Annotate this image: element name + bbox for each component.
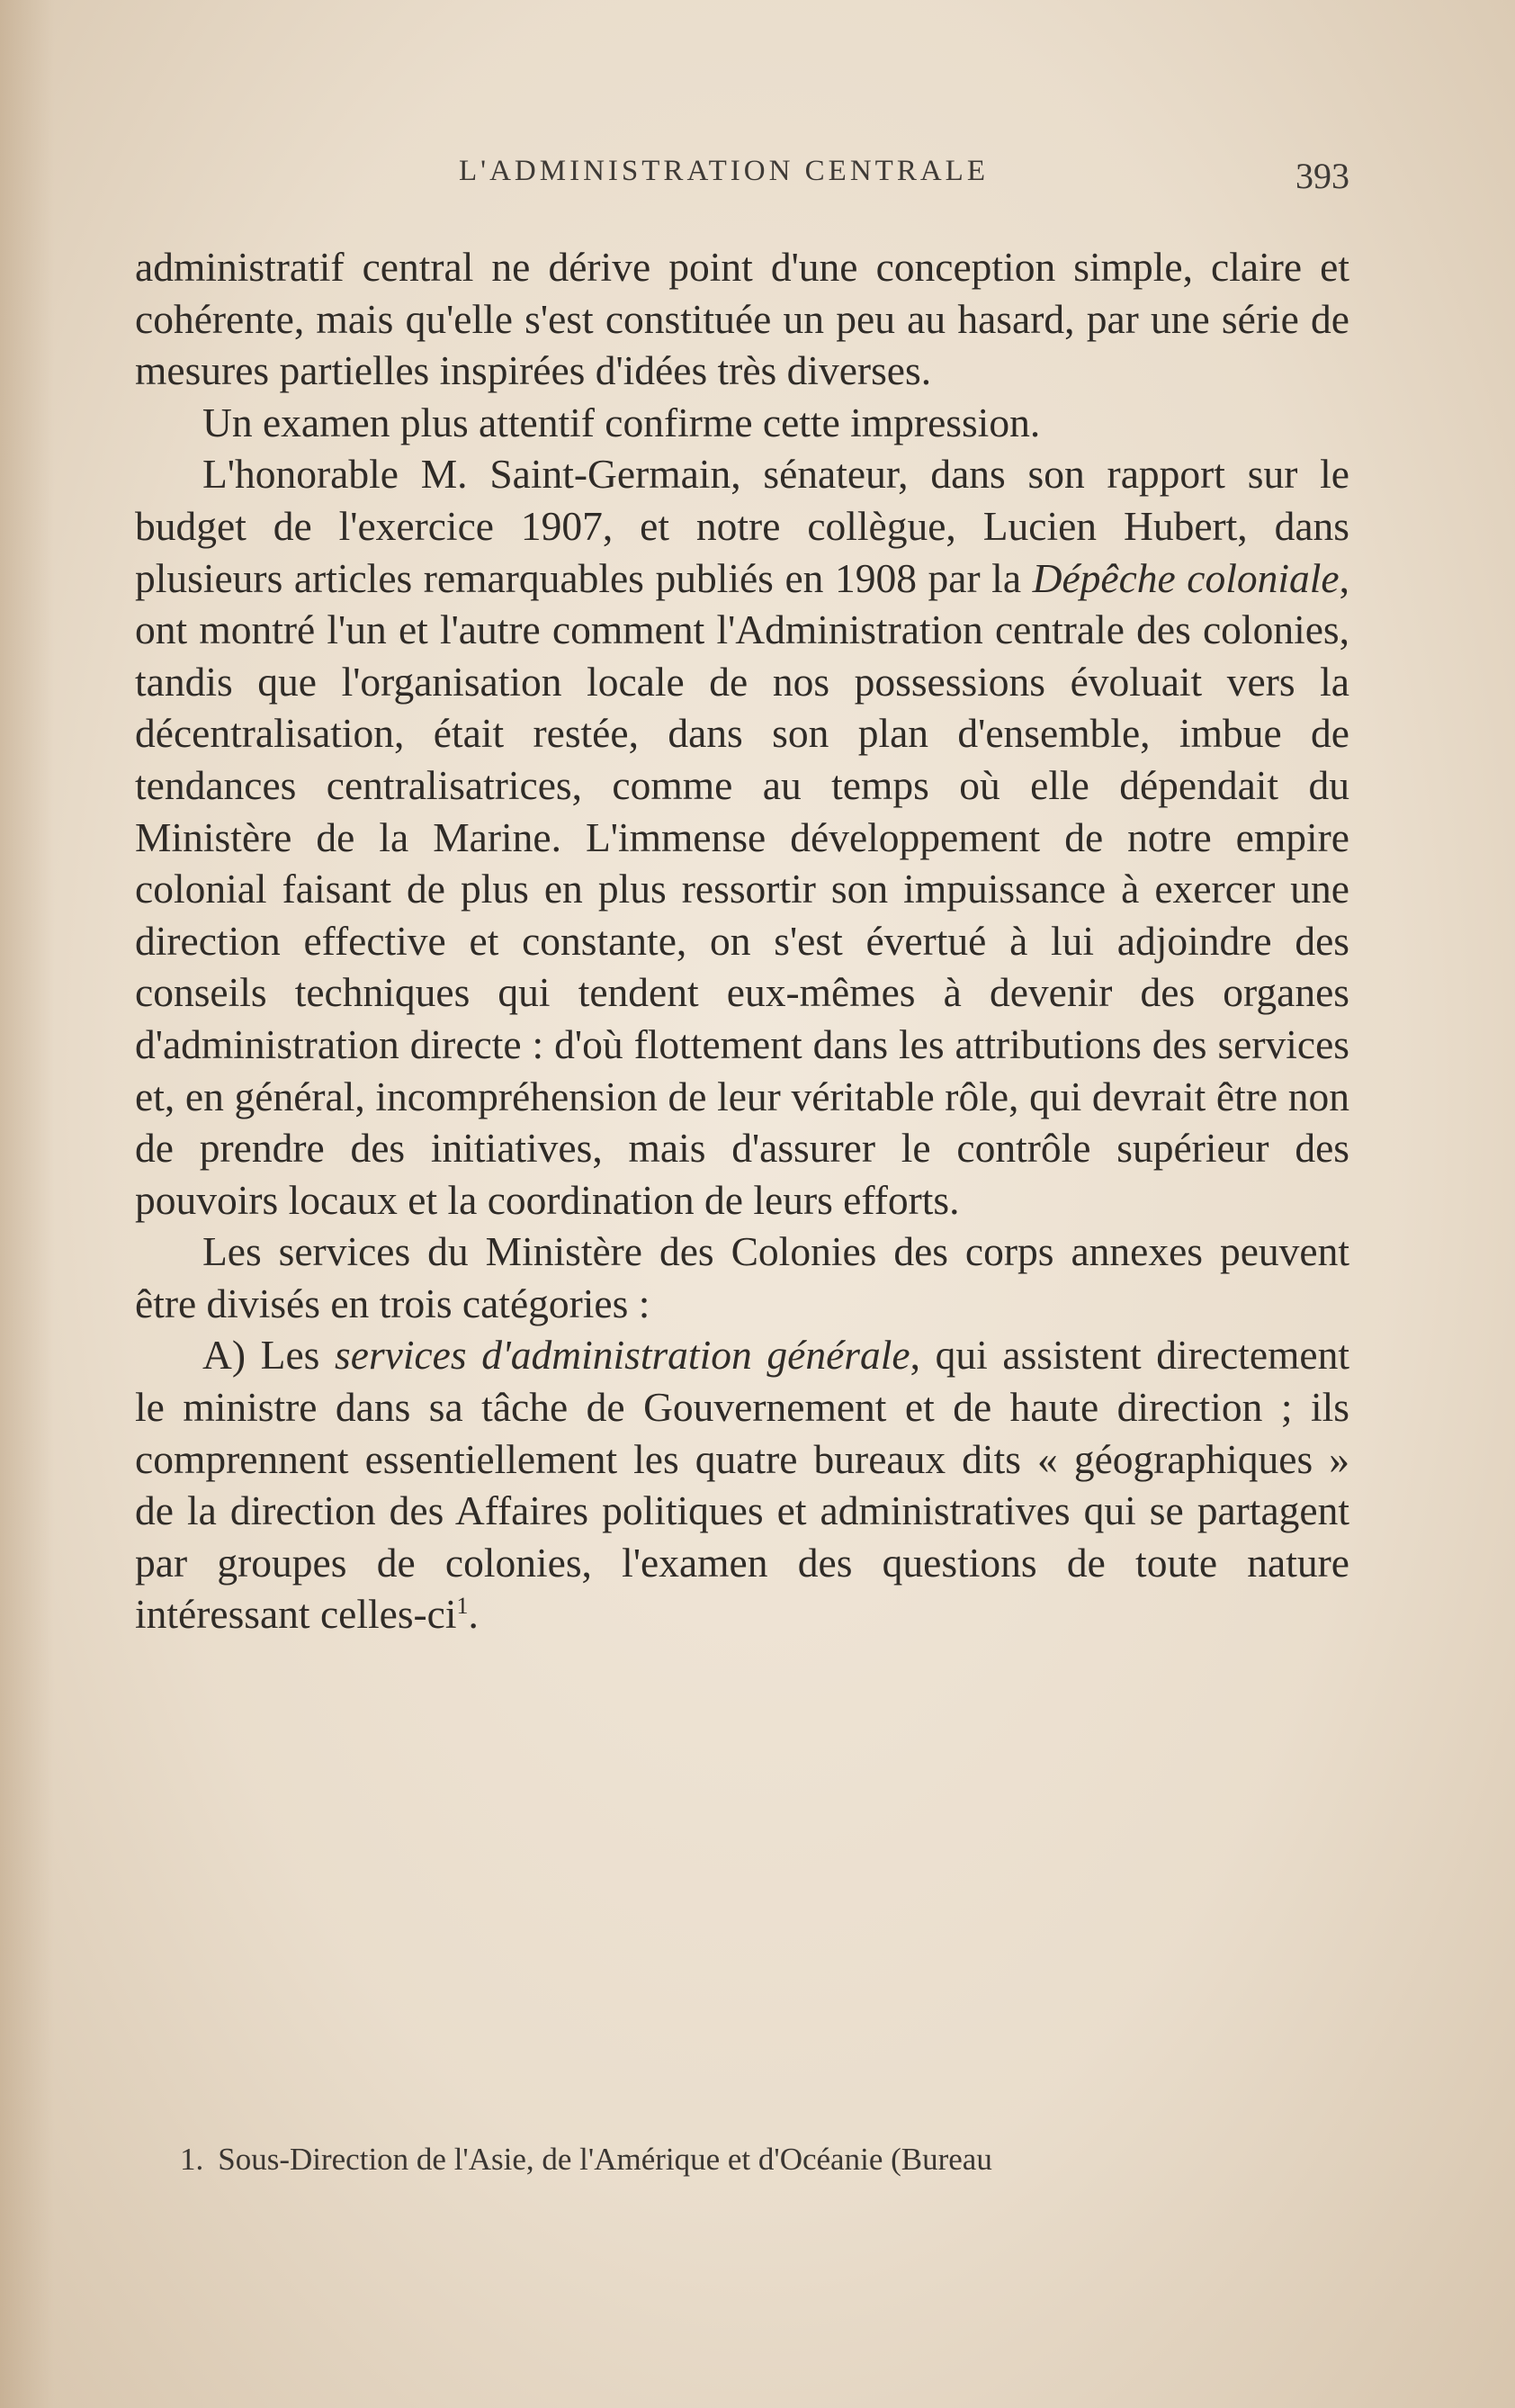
footnote-number: 1. <box>180 2142 204 2177</box>
paragraph-text: A) Les <box>202 1332 336 1379</box>
paragraph-text: administratif central ne dérive point d'une conception simple, claire et cohérente, mais qu'elle s'est constituée un peu au hasard, par une série de mesures partielles inspirées d'idées très diverses. <box>135 244 1349 394</box>
footnote-text: Sous-Direction de l'Asie, de l'Amérique et d'Océanie (Bureau <box>218 2142 992 2177</box>
italic-term: services d'administration générale <box>335 1332 910 1379</box>
footnote <box>180 2142 1358 2178</box>
paragraph-text: Les services du Ministère des Colonies des corps annexes peuvent être divisés en trois catégories : <box>135 1228 1349 1326</box>
paragraph-text: L'honorable M. Saint-Germain, sénateur, dans son rapport sur le budget de l'exercice 1907, et notre collègue, Lucien Hubert, dans plusieurs articles remarquables publiés en 1908 par la <box>135 451 1349 601</box>
running-title: L'ADMINISTRATION CENTRALE <box>459 155 989 187</box>
journal-title: Dépêche coloniale <box>1032 554 1340 601</box>
paragraph-category-a <box>135 1329 1349 1640</box>
page-number: 393 <box>1295 156 1349 196</box>
paragraph-continuation <box>135 241 1349 397</box>
paragraph-services <box>135 1226 1349 1329</box>
paragraph-text: Un examen plus attentif confirme cette impression. <box>202 399 1041 445</box>
paragraph-text: . <box>468 1591 479 1638</box>
paragraph-text: , ont montré l'un et l'autre comment l'Administration centrale des colonies, tandis que l'organisation locale de nos possessions évoluait vers la décentralisation, était restée, dans son plan d'ensemble, imbue de tendances centralisatrices, comme au temps où elle dépendait du Ministère de la Marine. L'immense développement de notre empire colonial faisant de plus en plus ressortir son impuissance à exercer une direction effective et constante, on s'est évertué à lui adjoindre des conseils techniques qui tendent eux-mêmes à devenir des organes d'administration directe : d'où flottement dans les attributions des services et, en général, incompréhension de leur véritable rôle, qui devrait être non de prendre des initiatives, mais d'assurer le contrôle supérieur des pouvoirs locaux et la coordination de leurs efforts. <box>135 554 1349 1223</box>
page-header <box>135 155 1349 209</box>
footnote-reference[interactable]: 1 <box>456 1593 469 1620</box>
body-text <box>135 241 1349 1640</box>
paragraph-examen <box>135 397 1349 449</box>
paragraph-saint-germain <box>135 448 1349 1226</box>
paragraph-text: , qui assistent directement le ministre dans sa tâche de Gouvernement et de haute direction ; ils comprennent essentiellement les quatre bureaux dits « géographiques » de la direction des Affaires politiques et administratives qui se partagent par groupes de colonies, l'examen des questions de toute nature intéressant celles-ci <box>135 1332 1349 1638</box>
